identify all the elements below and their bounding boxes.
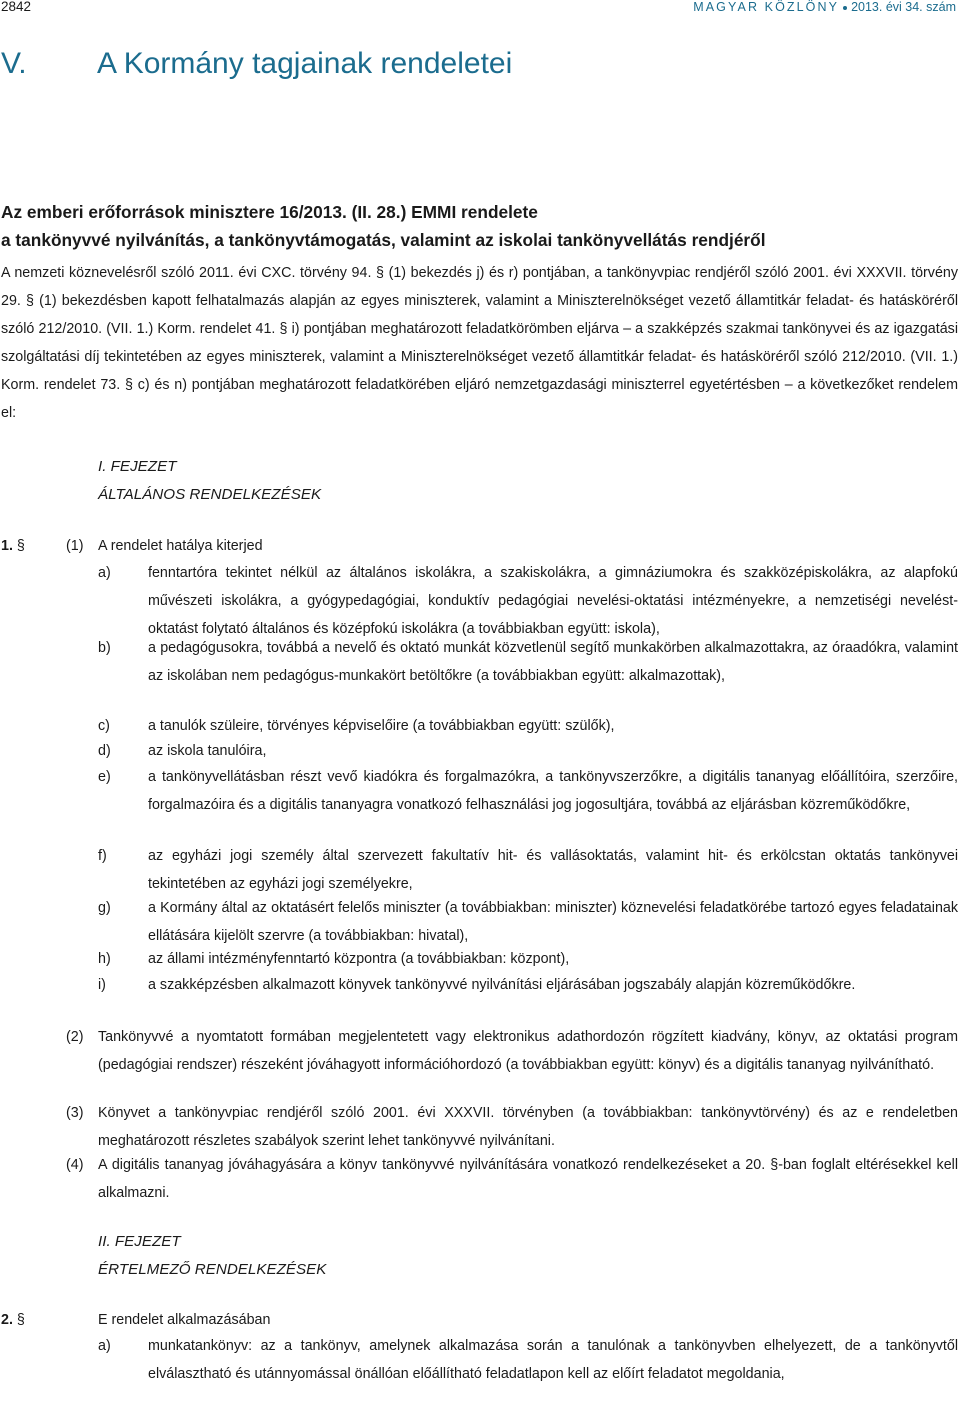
item-text: az állami intézményfenntartó központra (a továbbiakban: központ),	[148, 951, 570, 967]
chapter-2-heading	[98, 1228, 326, 1284]
decree-title-line-1: Az emberi erőforrások minisztere 16/2013. (II. 28.) EMMI rendelete	[1, 202, 538, 222]
item-letter: b)	[98, 640, 111, 656]
subsection-intro: A rendelet hatálya kiterjed	[98, 538, 263, 554]
chapter-number: I. FEJEZET	[98, 458, 177, 475]
item-text: a pedagógusokra, továbbá a nevelő és oktató munkát közvetlenül segítő munkakörben alkalmazottakra, az óraadókra, valamint az iskolában nem pedagógus-munkakört betöltőkre (a továbbiakban együtt: alkalmazottak),	[148, 640, 958, 684]
paragraph-2-marker	[1, 1306, 25, 1334]
section-number: V.	[1, 47, 27, 80]
chapter-title: ÁLTALÁNOS RENDELKEZÉSEK	[98, 486, 322, 503]
preamble: A nemzeti köznevelésről szóló 2011. évi CXC. törvény 94. § (1) bekezdés j) és r) pontjában, a tankönyvpiac rendjéről szóló 2001. évi XXXVII. törvény 29. § (1) bekezdésben kapott felhatalmazás alapján az egyes miniszterek, valamint a Miniszterelnökséget vezető államtitkár feladat- és hatásköréről szóló 212/2010. (VII. 1.) Korm. rendelet 41. § i) pontjában meghatározott feladatkörömben eljárva – a szakképzés szakmai tankönyvei és az igazgatási szolgáltatási díj tekintetében az egyes miniszterek, valamint a Miniszterelnökséget vezető államtitkár feladat- és hatásköréről szóló 212/2010. (VII. 1.) Korm. rendelet 73. § c) és n) pontjában meghatározott feladatkörében eljáró nemzetgazdasági miniszterrel egyetértésben – a következőket rendelem el:	[1, 265, 958, 421]
journal-title: MAGYAR KÖZLÖNY	[693, 0, 840, 14]
item-letter: f)	[98, 848, 107, 864]
decree-title-line-2: a tankönyvvé nyilvánítás, a tankönyvtámogatás, valamint az iskolai tankönyvellátás rendjéről	[1, 230, 766, 250]
subsection-number: (3)	[66, 1105, 84, 1121]
subsection-text: A digitális tananyag jóváhagyására a könyv tankönyvvé nyilvánítására vonatkozó rendelkezéseket a 20. §-ban foglalt eltérésekkel kell alkalmazni.	[98, 1157, 958, 1201]
section-heading	[1, 44, 512, 84]
item-letter: c)	[98, 718, 110, 734]
item-letter: d)	[98, 743, 111, 759]
subsection-text: Könyvet a tankönyvpiac rendjéről szóló 2001. évi XXXVII. törvényben (a továbbiakban: tankönyvtörvény) és az e rendeletben meghatározott részletes szabályok szerint lehet tankönyvvé nyilvánítani.	[98, 1105, 958, 1149]
issue-label: 2013. évi 34. szám	[851, 0, 956, 14]
chapter-number: II. FEJEZET	[98, 1233, 181, 1250]
item-text: a szakképzésben alkalmazott könyvek tankönyvvé nyilvánítási eljárásában jogszabály alapján közreműködőkre.	[148, 977, 856, 993]
paragraph-number: 1.	[1, 538, 13, 554]
item-text: a tanulók szüleire, törvényes képviselőire (a továbbiakban együtt: szülők),	[148, 718, 615, 734]
paragraph-sign: §	[16, 1312, 25, 1328]
bullet-dot-icon	[843, 6, 847, 10]
item-letter: i)	[98, 977, 106, 993]
paragraph-number: 2.	[1, 1312, 13, 1328]
item-text: az egyházi jogi személy által szervezett fakultatív hit- és vallásoktatás, valamint hit- és erkölcstan oktatás tankönyvei tekintetében az egyházi jogi személyekre,	[148, 848, 958, 892]
item-letter: a)	[98, 1338, 111, 1354]
item-text: a tankönyvellátásban részt vevő kiadókra és forgalmazókra, a tankönyvszerzőkre, a digitális tananyag előállítóira, szerzőire, forgalmazóira és a digitális tananyagra vonatkozó felhasználási jog jogosultjára, továbbá az eljárásban közreműködőkre,	[148, 769, 958, 813]
item-letter: g)	[98, 900, 111, 916]
item-letter: e)	[98, 769, 111, 785]
section-title: A Kormány tagjainak rendeletei	[97, 47, 513, 80]
item-letter: a)	[98, 565, 111, 581]
journal-header	[693, 0, 956, 15]
paragraph-1-marker	[1, 532, 25, 560]
page-header	[0, 0, 958, 16]
item-text: fenntartóra tekintet nélkül az általános iskolákra, a szakiskolákra, a gimnáziumokra és szakközépiskolákra, az alapfokú művészeti iskolákra, a gyógypedagógiai, konduktív pedagógiai nevelési-oktatási intézményekre, a nemzetiségi nevelést-oktatást folytató általános és középfokú iskolákra (a továbbiakban együtt: iskola),	[148, 565, 958, 637]
chapter-title: ÉRTELMEZŐ RENDELKEZÉSEK	[98, 1261, 327, 1278]
item-text: a Kormány által az oktatásért felelős miniszter (a továbbiakban: miniszter) köznevelési feladatkörébe tartozó egyes feladatainak ellátására kijelölt szervre (a továbbiakban: hivatal),	[148, 900, 958, 944]
subsection-text: Tankönyvvé a nyomtatott formában megjelentetett vagy elektronikus adathordozón rögzített kiadvány, könyv, az oktatási program (pedagógiai rendszer) részeként jóváhagyott információhordozó (a továbbiakban együtt: könyv) és a digitális tananyag nyilvánítható.	[98, 1029, 958, 1073]
item-text: az iskola tanulóira,	[148, 743, 267, 759]
subsection-number: (4)	[66, 1157, 84, 1173]
item-text: munkatankönyv: az a tankönyv, amelynek alkalmazása során a tanulónak a tankönyvben elhelyezett, de a tankönyvtől elválasztható és utánnyomással önállóan előállítható feladatlapon kell az előírt feladatot megoldania,	[148, 1338, 958, 1382]
subsection-number: (1)	[66, 538, 84, 554]
chapter-1-heading	[98, 453, 321, 509]
item-letter: h)	[98, 951, 111, 967]
paragraph-intro: E rendelet alkalmazásában	[98, 1312, 271, 1328]
paragraph-sign: §	[16, 538, 25, 554]
decree-title	[1, 198, 766, 254]
page-number: 2842	[1, 0, 32, 14]
subsection-number: (2)	[66, 1029, 84, 1045]
